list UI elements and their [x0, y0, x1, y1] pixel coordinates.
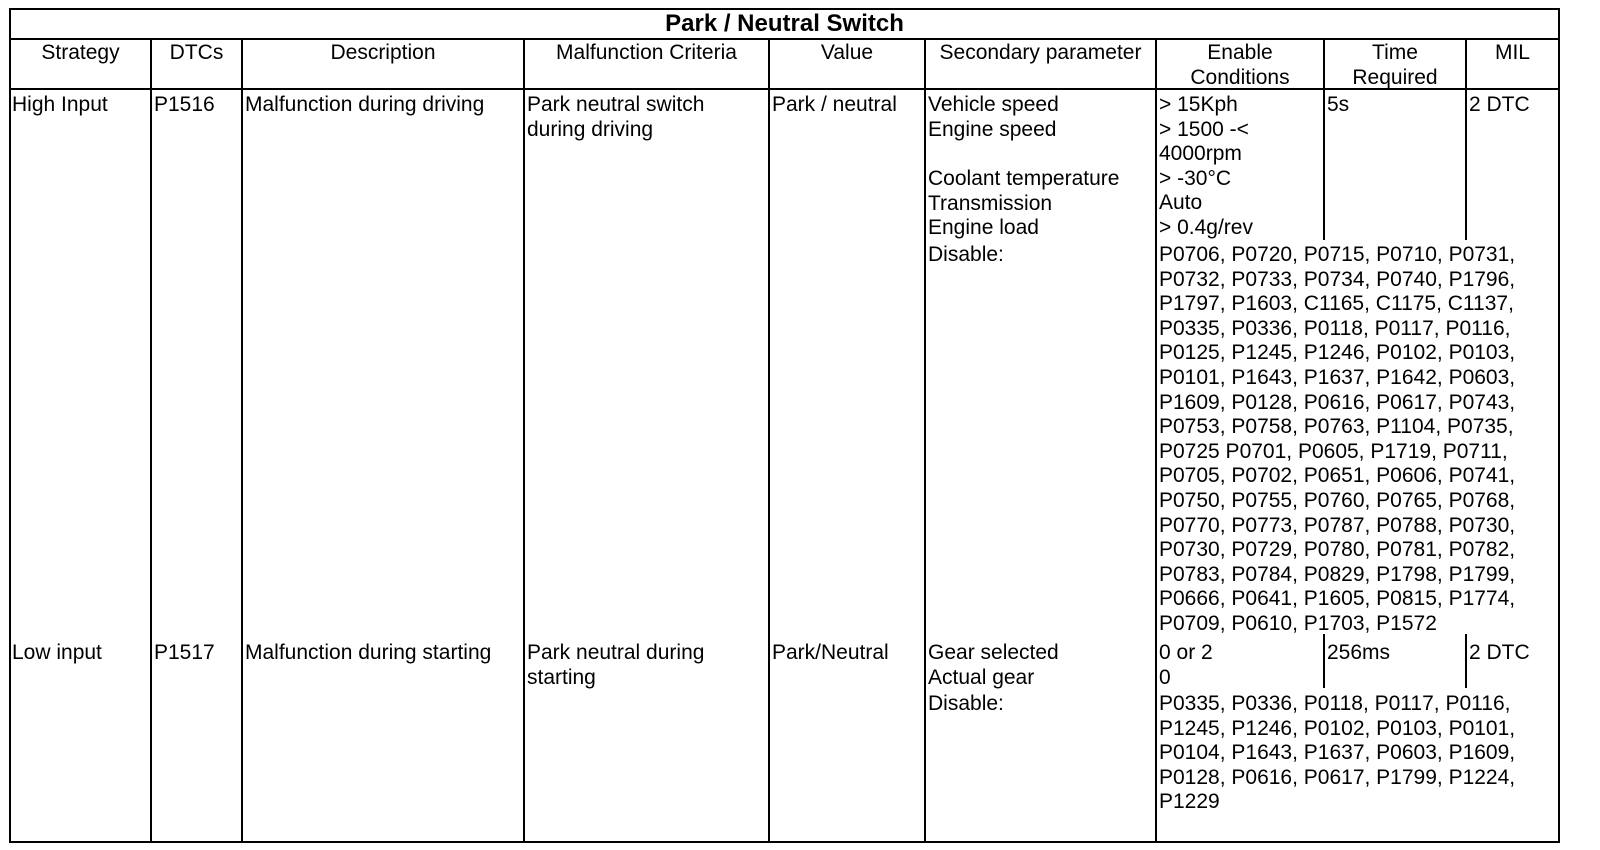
table-border-right: [1558, 8, 1560, 843]
column-divider: [150, 39, 152, 842]
cell-description: Malfunction during starting: [245, 641, 492, 664]
column-divider-partial: [1465, 90, 1467, 240]
cell-dtc: P1517: [154, 641, 215, 664]
column-divider: [1155, 39, 1157, 842]
cell-disable-dtc-list: P0706, P0720, P0715, P0710, P0731, P0732, P0733, P0734, P0740, P1796, P1797, P1603, C1165, C1175, C1137, P0335, P0336, P0118, P0117, P0116, P0125, P1245, P1246, P0102, P0103, P0101, P1643, P1637, P1642, P0603, P1609, P0128, P0616, P0617, P0743, P0753, P0758, P0763, P1104, P0735, P0725 P0701, P0605, P1719, P0711, P0705, P0702, P0651, P0606, P0741, P0750, P0755, P0760, P0765, P0768, P0770, P0773, P0787, P0788, P0730, P0730, P0729, P0780, P0781, P0782, P0783, P0784, P0829, P1798, P1799, P0666, P0641, P1605, P0815, P1774, P0709, P0610, P1703, P1572: [1159, 243, 1516, 635]
cell-enable-conditions: 0 or 2 0: [1159, 641, 1213, 689]
header-malfunction-criteria: Malfunction Criteria: [556, 41, 737, 64]
table-title: Park / Neutral Switch: [665, 10, 904, 37]
cell-enable-conditions: > 15Kph > 1500 -< 4000rpm > -30°C Auto > 0.4g/rev: [1159, 93, 1253, 239]
header-time-required: Time Required: [1352, 41, 1438, 89]
cell-mil: 2 DTC: [1469, 93, 1530, 116]
cell-secondary-disable-label: Disable:: [928, 243, 1004, 266]
cell-dtc: P1516: [154, 93, 215, 116]
cell-secondary-disable-label: Disable:: [928, 692, 1004, 715]
cell-time-required: 5s: [1327, 93, 1350, 116]
cell-secondary-parameter: Coolant temperature Transmission Engine load: [928, 167, 1120, 240]
park-neutral-switch-table: [9, 8, 1560, 843]
column-divider: [523, 39, 525, 842]
column-divider: [241, 39, 243, 842]
cell-malfunction-criteria: Park neutral switch during driving: [527, 93, 705, 141]
cell-strategy: Low input: [12, 641, 102, 664]
cell-disable-dtc-list: P0335, P0336, P0118, P0117, P0116, P1245, P1246, P0102, P0103, P0101, P0104, P1643, P1637, P0603, P1609, P0128, P0616, P0617, P1799, P1224, P1229: [1159, 692, 1516, 814]
header-secondary-parameter: Secondary parameter: [939, 41, 1142, 64]
cell-mil: 2 DTC: [1469, 641, 1530, 664]
column-divider-partial: [1465, 634, 1467, 688]
header-value: Value: [820, 41, 874, 64]
cell-strategy: High Input: [12, 93, 108, 116]
column-divider-partial: [1323, 634, 1325, 688]
cell-time-required: 256ms: [1327, 641, 1391, 664]
cell-malfunction-criteria: Park neutral during starting: [527, 641, 705, 689]
cell-value: Park/Neutral: [772, 641, 889, 664]
header-mil: MIL: [1494, 41, 1530, 64]
cell-secondary-parameter: Vehicle speed Engine speed: [928, 93, 1059, 141]
cell-value: Park / neutral: [772, 93, 897, 116]
header-strategy: Strategy: [41, 41, 120, 64]
table-border-left: [9, 8, 11, 843]
column-divider: [768, 39, 770, 842]
header-enable-conditions: Enable Conditions: [1190, 41, 1290, 89]
header-description: Description: [330, 41, 436, 64]
cell-secondary-parameter: Gear selected Actual gear: [928, 641, 1059, 689]
cell-description: Malfunction during driving: [245, 93, 485, 116]
column-divider: [924, 39, 926, 842]
header-dtcs: DTCs: [169, 41, 224, 64]
column-divider-partial: [1323, 90, 1325, 240]
